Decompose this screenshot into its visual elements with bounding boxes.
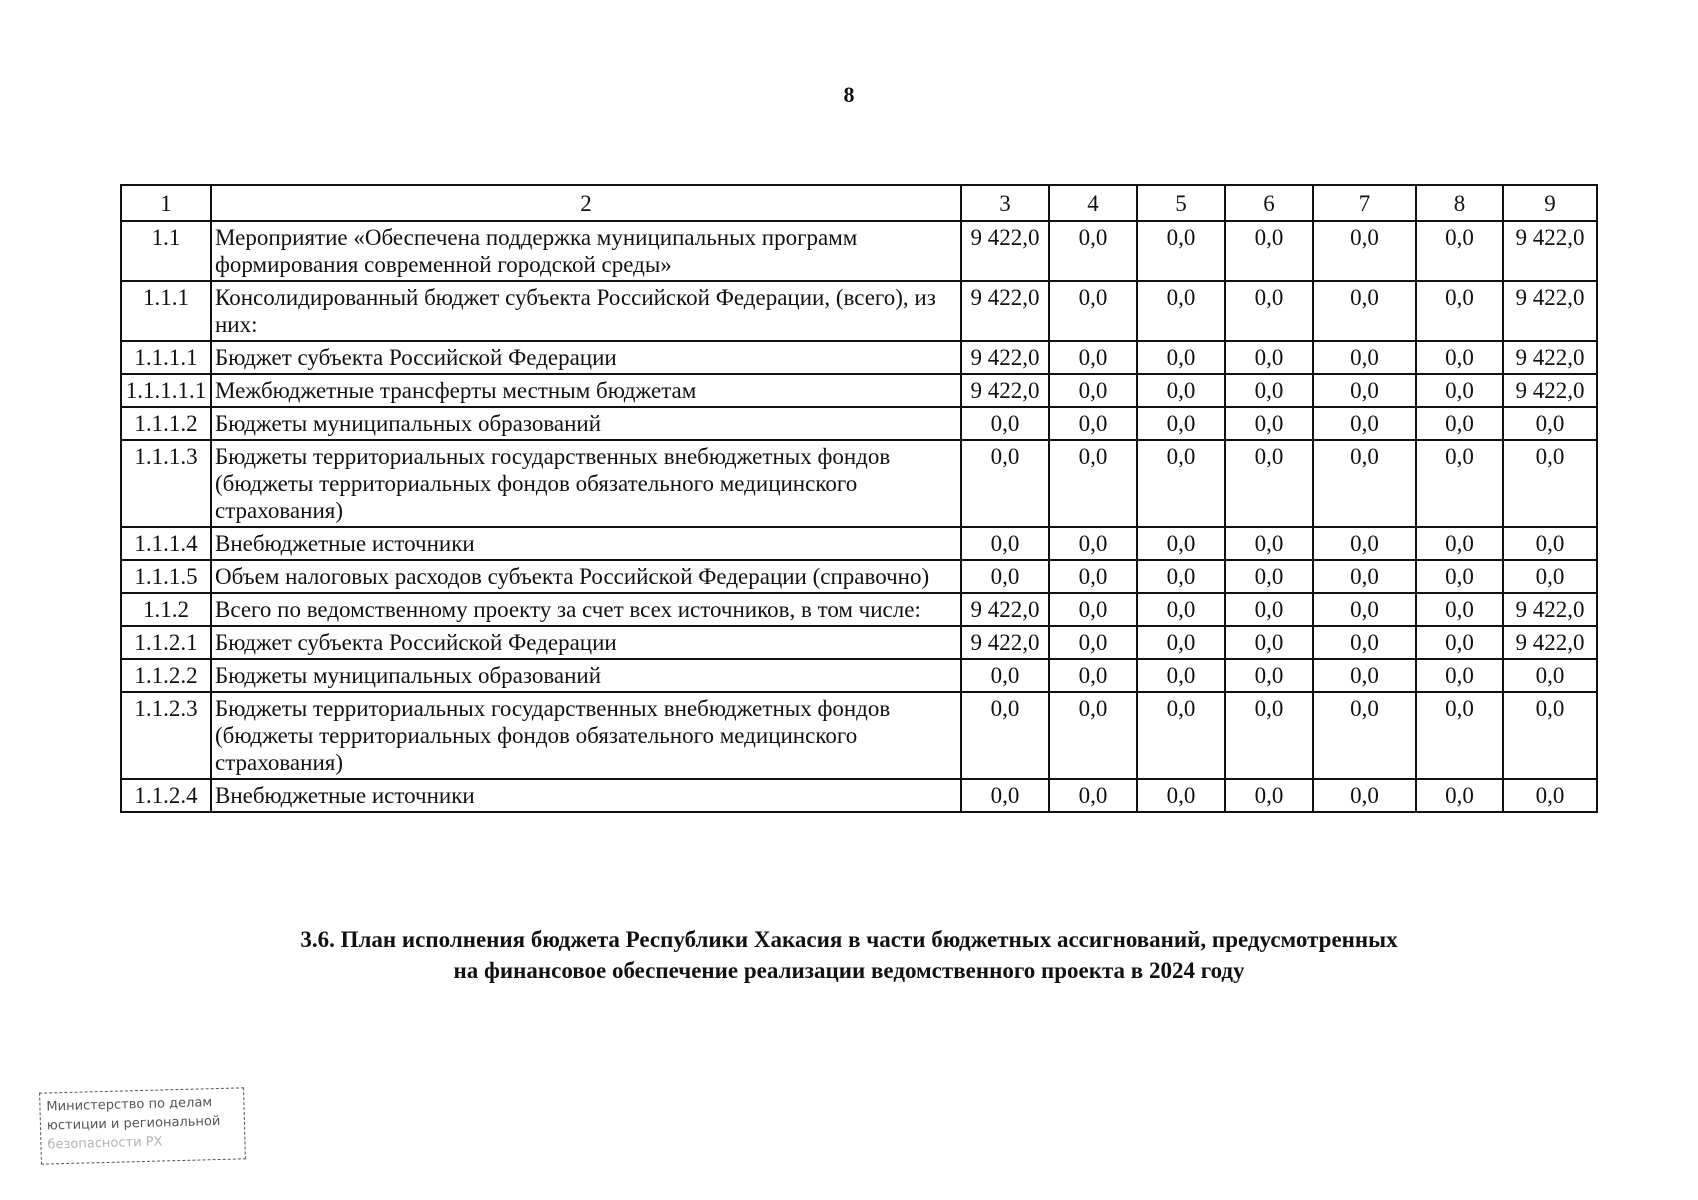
row-value-col-9: 0,0	[1503, 779, 1597, 812]
row-value-col-3: 0,0	[961, 560, 1049, 593]
row-value-col-7: 0,0	[1313, 659, 1416, 692]
row-value-col-4: 0,0	[1049, 626, 1137, 659]
table-row	[121, 527, 1597, 560]
row-value-col-7: 0,0	[1313, 440, 1416, 527]
row-value-col-9: 9 422,0	[1503, 626, 1597, 659]
row-value-col-8: 0,0	[1416, 626, 1503, 659]
row-code: 1.1.2.3	[121, 692, 211, 779]
row-value-col-6: 0,0	[1225, 221, 1313, 281]
row-code: 1.1.1.1.1	[121, 374, 211, 407]
row-value-col-7: 0,0	[1313, 779, 1416, 812]
row-code: 1.1.1.1	[121, 341, 211, 374]
row-name: Мероприятие «Обеспечена поддержка муниципальных программ формирования современной городской среды»	[211, 221, 961, 281]
row-name: Внебюджетные источники	[211, 779, 961, 812]
row-value-col-4: 0,0	[1049, 407, 1137, 440]
table-row	[121, 659, 1597, 692]
stamp-line-1: Министерство по делам	[46, 1095, 213, 1115]
row-value-col-4: 0,0	[1049, 593, 1137, 626]
row-value-col-3: 0,0	[961, 692, 1049, 779]
column-header: 4	[1049, 185, 1137, 221]
table-row	[121, 374, 1597, 407]
table-row	[121, 407, 1597, 440]
column-header: 5	[1137, 185, 1225, 221]
column-header: 9	[1503, 185, 1597, 221]
row-value-col-3: 0,0	[961, 527, 1049, 560]
table-row	[121, 692, 1597, 779]
row-code: 1.1.1.3	[121, 440, 211, 527]
row-value-col-4: 0,0	[1049, 560, 1137, 593]
row-value-col-9: 9 422,0	[1503, 593, 1597, 626]
row-value-col-6: 0,0	[1225, 560, 1313, 593]
column-header: 3	[961, 185, 1049, 221]
row-code: 1.1.2.1	[121, 626, 211, 659]
column-header: 7	[1313, 185, 1416, 221]
header-row	[121, 185, 1597, 221]
row-value-col-7: 0,0	[1313, 407, 1416, 440]
page-number: 8	[843, 82, 855, 107]
row-value-col-6: 0,0	[1225, 440, 1313, 527]
row-value-col-6: 0,0	[1225, 341, 1313, 374]
row-value-col-7: 0,0	[1313, 221, 1416, 281]
row-value-col-6: 0,0	[1225, 281, 1313, 341]
row-value-col-5: 0,0	[1137, 626, 1225, 659]
row-code: 1.1.2.2	[121, 659, 211, 692]
row-value-col-8: 0,0	[1416, 692, 1503, 779]
row-value-col-5: 0,0	[1137, 692, 1225, 779]
row-value-col-9: 9 422,0	[1503, 221, 1597, 281]
row-value-col-5: 0,0	[1137, 659, 1225, 692]
row-name: Внебюджетные источники	[211, 527, 961, 560]
row-name: Бюджет субъекта Российской Федерации	[211, 341, 961, 374]
table-header	[121, 185, 1597, 221]
row-value-col-7: 0,0	[1313, 527, 1416, 560]
budget-table	[120, 184, 1598, 813]
row-value-col-7: 0,0	[1313, 593, 1416, 626]
row-value-col-8: 0,0	[1416, 527, 1503, 560]
row-value-col-5: 0,0	[1137, 221, 1225, 281]
row-value-col-8: 0,0	[1416, 341, 1503, 374]
column-header: 8	[1416, 185, 1503, 221]
stamp-line-2: юстиции и региональной	[46, 1113, 221, 1134]
row-value-col-6: 0,0	[1225, 374, 1313, 407]
row-value-col-3: 9 422,0	[961, 341, 1049, 374]
row-code: 1.1.1.2	[121, 407, 211, 440]
row-value-col-6: 0,0	[1225, 692, 1313, 779]
table-row	[121, 440, 1597, 527]
stamp-line-3: безопасности РХ	[47, 1134, 163, 1153]
row-value-col-9: 9 422,0	[1503, 341, 1597, 374]
row-value-col-7: 0,0	[1313, 374, 1416, 407]
row-value-col-3: 9 422,0	[961, 221, 1049, 281]
row-value-col-4: 0,0	[1049, 440, 1137, 527]
row-value-col-7: 0,0	[1313, 560, 1416, 593]
row-value-col-6: 0,0	[1225, 626, 1313, 659]
row-name: Межбюджетные трансферты местным бюджетам	[211, 374, 961, 407]
row-name: Бюджеты муниципальных образований	[211, 407, 961, 440]
row-value-col-6: 0,0	[1225, 407, 1313, 440]
table-row	[121, 626, 1597, 659]
section-title	[0, 924, 1698, 986]
row-value-col-5: 0,0	[1137, 779, 1225, 812]
column-header: 2	[211, 185, 961, 221]
row-value-col-5: 0,0	[1137, 407, 1225, 440]
row-value-col-9: 0,0	[1503, 440, 1597, 527]
registration-stamp	[39, 1087, 246, 1164]
column-header: 6	[1225, 185, 1313, 221]
row-value-col-8: 0,0	[1416, 593, 1503, 626]
table-row	[121, 560, 1597, 593]
row-name: Бюджеты территориальных государственных внебюджетных фондов (бюджеты территориальных фондов обязательного медицинского страхования)	[211, 692, 961, 779]
row-value-col-6: 0,0	[1225, 659, 1313, 692]
row-name: Бюджет субъекта Российской Федерации	[211, 626, 961, 659]
row-value-col-5: 0,0	[1137, 374, 1225, 407]
row-code: 1.1.1	[121, 281, 211, 341]
row-value-col-4: 0,0	[1049, 221, 1137, 281]
row-value-col-3: 0,0	[961, 779, 1049, 812]
row-value-col-6: 0,0	[1225, 527, 1313, 560]
table-row	[121, 341, 1597, 374]
row-value-col-8: 0,0	[1416, 659, 1503, 692]
table-body	[121, 221, 1597, 812]
row-value-col-3: 0,0	[961, 659, 1049, 692]
row-code: 1.1	[121, 221, 211, 281]
row-value-col-4: 0,0	[1049, 281, 1137, 341]
row-value-col-4: 0,0	[1049, 374, 1137, 407]
row-value-col-4: 0,0	[1049, 527, 1137, 560]
row-name: Бюджеты территориальных государственных внебюджетных фондов (бюджеты территориальных фондов обязательного медицинского страхования)	[211, 440, 961, 527]
row-value-col-9: 0,0	[1503, 692, 1597, 779]
row-value-col-3: 9 422,0	[961, 281, 1049, 341]
row-value-col-8: 0,0	[1416, 779, 1503, 812]
row-value-col-6: 0,0	[1225, 779, 1313, 812]
row-value-col-5: 0,0	[1137, 440, 1225, 527]
row-value-col-7: 0,0	[1313, 341, 1416, 374]
section-title-line-2: на финансовое обеспечение реализации ведомственного проекта в 2024 году	[453, 958, 1245, 983]
row-value-col-8: 0,0	[1416, 407, 1503, 440]
row-value-col-4: 0,0	[1049, 779, 1137, 812]
row-value-col-5: 0,0	[1137, 281, 1225, 341]
row-value-col-9: 0,0	[1503, 407, 1597, 440]
row-value-col-4: 0,0	[1049, 692, 1137, 779]
row-value-col-5: 0,0	[1137, 341, 1225, 374]
section-title-line-1: 3.6. План исполнения бюджета Республики Хакасия в части бюджетных ассигнований, предусмотренных	[300, 927, 1398, 952]
row-value-col-8: 0,0	[1416, 221, 1503, 281]
table-row	[121, 779, 1597, 812]
row-value-col-3: 9 422,0	[961, 626, 1049, 659]
row-value-col-3: 9 422,0	[961, 374, 1049, 407]
row-value-col-3: 9 422,0	[961, 593, 1049, 626]
row-value-col-8: 0,0	[1416, 440, 1503, 527]
row-code: 1.1.2.4	[121, 779, 211, 812]
row-value-col-8: 0,0	[1416, 281, 1503, 341]
row-value-col-4: 0,0	[1049, 659, 1137, 692]
row-value-col-9: 9 422,0	[1503, 374, 1597, 407]
row-name: Консолидированный бюджет субъекта Российской Федерации, (всего), из них:	[211, 281, 961, 341]
row-value-col-6: 0,0	[1225, 593, 1313, 626]
row-value-col-9: 0,0	[1503, 527, 1597, 560]
row-value-col-4: 0,0	[1049, 341, 1137, 374]
row-name: Бюджеты муниципальных образований	[211, 659, 961, 692]
row-code: 1.1.1.4	[121, 527, 211, 560]
row-value-col-5: 0,0	[1137, 527, 1225, 560]
row-code: 1.1.2	[121, 593, 211, 626]
row-value-col-8: 0,0	[1416, 374, 1503, 407]
column-header: 1	[121, 185, 211, 221]
row-value-col-5: 0,0	[1137, 560, 1225, 593]
table-row	[121, 221, 1597, 281]
row-value-col-7: 0,0	[1313, 692, 1416, 779]
row-name: Всего по ведомственному проекту за счет всех источников, в том числе:	[211, 593, 961, 626]
row-value-col-9: 0,0	[1503, 560, 1597, 593]
row-value-col-9: 9 422,0	[1503, 281, 1597, 341]
row-value-col-3: 0,0	[961, 440, 1049, 527]
row-value-col-7: 0,0	[1313, 626, 1416, 659]
row-value-col-7: 0,0	[1313, 281, 1416, 341]
row-value-col-9: 0,0	[1503, 659, 1597, 692]
row-code: 1.1.1.5	[121, 560, 211, 593]
row-value-col-8: 0,0	[1416, 560, 1503, 593]
row-value-col-5: 0,0	[1137, 593, 1225, 626]
row-name: Объем налоговых расходов субъекта Российской Федерации (справочно)	[211, 560, 961, 593]
table-row	[121, 281, 1597, 341]
row-value-col-3: 0,0	[961, 407, 1049, 440]
table-row	[121, 593, 1597, 626]
